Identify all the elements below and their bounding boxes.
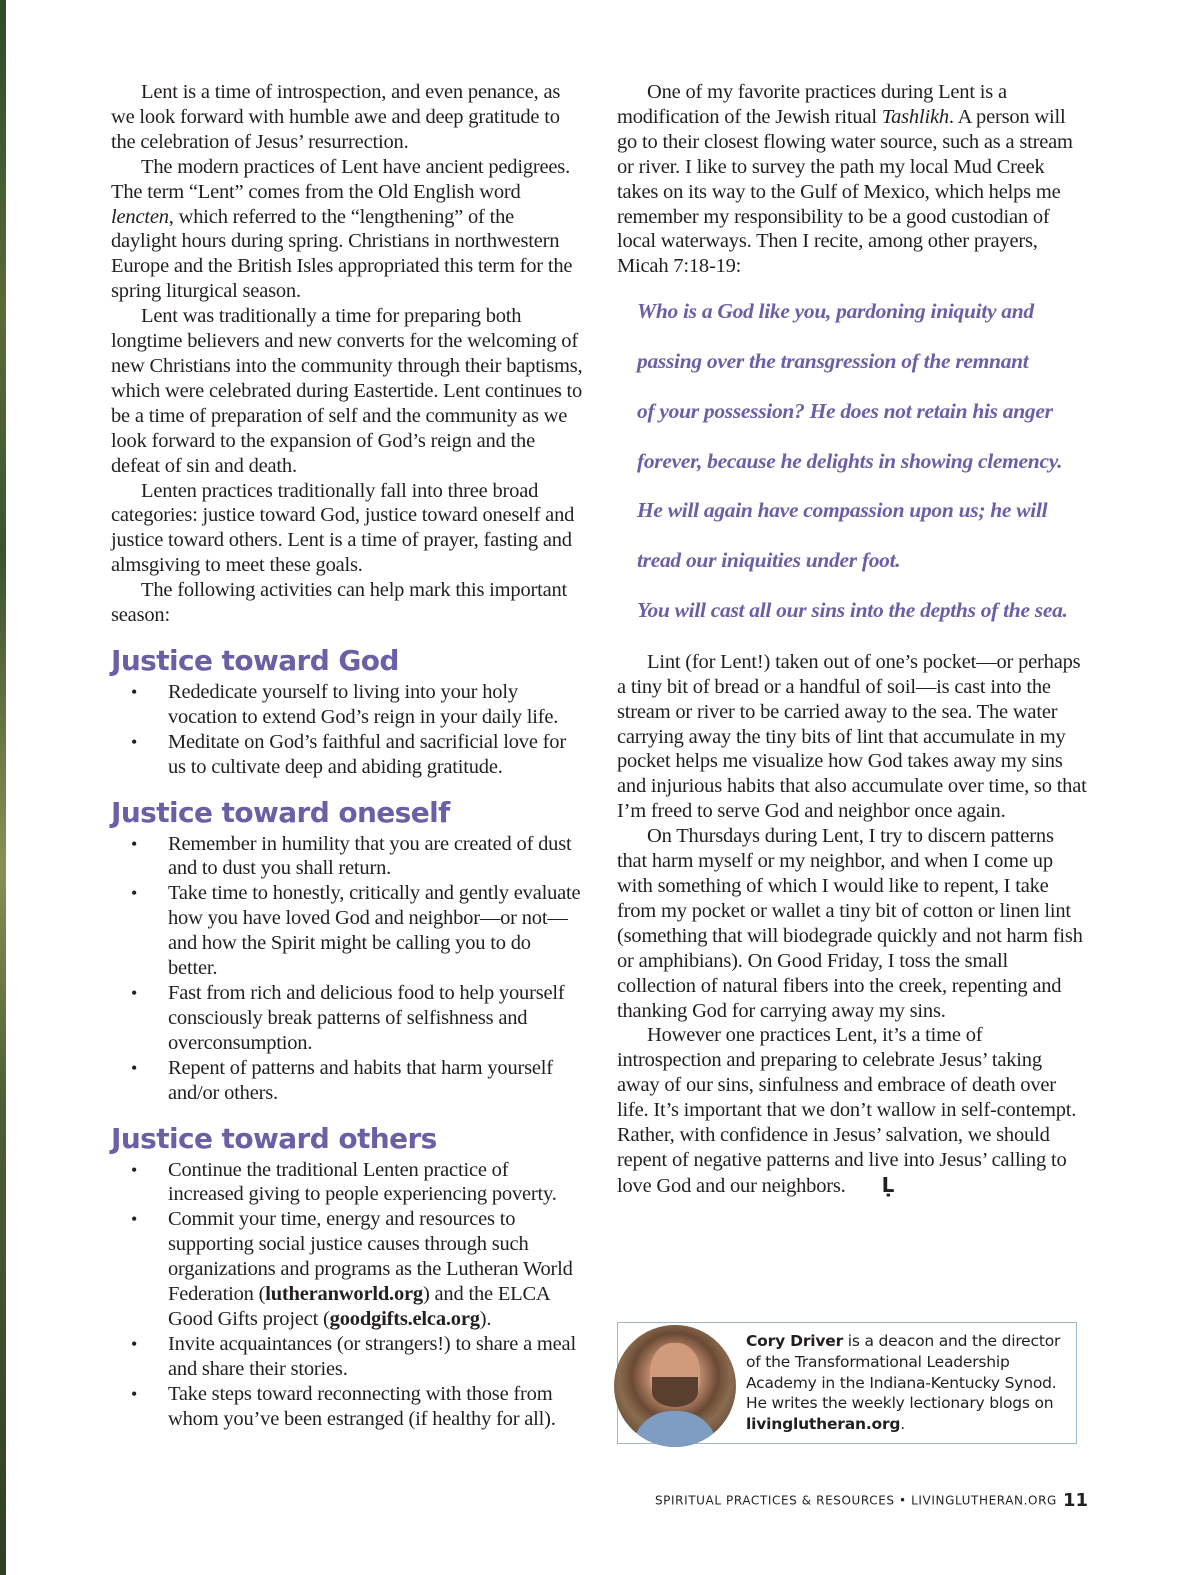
list-item: • Fast from rich and delicious food to help yourself consciously break patterns of selfishness and overconsumption.: [168, 981, 583, 1056]
lent-categories-paragraph: Lenten practices traditionally fall into three broad categories: justice toward God, justice toward oneself and justice toward others. Lent is a time of prayer, fasting and almsgiving to meet these goals.: [111, 479, 575, 577]
author-bio-text: Cory Driver is a deacon and the director of the Transformational Leadership Academy in the Indiana-Kentucky Synod. He writes the weekly lectionary blogs on livinglutheran.org.: [746, 1332, 1061, 1434]
verse-line: tread our iniquities under foot.: [637, 548, 901, 573]
list-item: • Remember in humility that you are created of dust and to dust you shall return.: [168, 832, 583, 882]
list-item: • Take steps toward reconnecting with those from whom you’ve been estranged (if healthy for all).: [168, 1382, 583, 1432]
verse-line: He will again have compassion upon us; he will: [637, 498, 1048, 523]
lent-tradition-paragraph: Lent was traditionally a time for preparing both longtime believers and new converts for the welcoming of new Christians into the community through their baptisms, which were celebrated during Eastertide. Lent continues to be a time of preparation of self and the community as we look forward to the expansion of God’s reign and the defeat of sin and death.: [111, 305, 583, 477]
verse-line: passing over the transgression of the remnant: [637, 349, 1029, 374]
lent-origin-paragraph: The modern practices of Lent have ancient pedigrees. The term “Lent” comes from the Old English word lencten, which referred to the “lengthening” of the daylight hours during spring. Christians in northwestern Europe and the British Isles appropriated this term for the spring liturgical season.: [111, 155, 573, 303]
list-item: • Continue the traditional Lenten practice of increased giving to people experiencing poverty.: [168, 1158, 583, 1208]
list-item: • Invite acquaintances (or strangers!) to share a meal and share their stories.: [168, 1332, 583, 1382]
tashlikh-paragraph: One of my favorite practices during Lent is a modification of the Jewish ritual Tashlikh. A person will go to their closest flowing water source, such as a stream or river. I like to survey the path my local Mud Creek takes on its way to the Gulf of Mexico, which helps me remember my responsibility to be a good custodian of local waterways. Then I recite, among other prayers, Micah 7:18-19:: [617, 81, 1073, 278]
verse-line: You will cast all our sins into the depths of the sea.: [637, 598, 1068, 623]
micah-verse-quote: [637, 287, 1087, 636]
page-number: 11: [1062, 1490, 1088, 1511]
lutheranworld-link[interactable]: lutheranworld.org: [265, 1283, 423, 1306]
left-column: [111, 80, 583, 1432]
author-avatar: [614, 1325, 736, 1447]
verse-line: of your possession? He does not retain his anger: [637, 398, 1053, 423]
section-heading-justice-oneself: Justice toward oneself: [111, 795, 450, 829]
author-bio-box: [617, 1322, 1077, 1444]
justice-oneself-list: [111, 832, 583, 1106]
list-item: • Rededicate yourself to living into your holy vocation to extend God’s reign in your daily life.: [168, 680, 583, 730]
lint-paragraph: Lint (for Lent!) taken out of one’s pocket—or perhaps a tiny bit of bread or a handful of soil—is cast into the stream or river to be carried away to the sea. The water carrying away the tiny bits of lint that accumulate in my pocket helps me visualize how God takes away my sins and injurious habits that also accumulate over time, so that I’m freed to serve God and neighbor once again.: [617, 650, 1087, 823]
tashlikh-word: Tashlikh: [881, 105, 949, 128]
author-name: Cory Driver: [746, 1332, 844, 1350]
verse-line: forever, because he delights in showing clemency.: [637, 448, 1063, 473]
justice-god-list: [111, 680, 583, 780]
list-item: • Take time to honestly, critically and gently evaluate how you have loved God and neighbor—or not—and how the Spirit might be calling you to do better.: [168, 881, 583, 981]
section-heading-justice-god: Justice toward God: [111, 643, 399, 677]
intro-paragraph: Lent is a time of introspection, and even penance, as we look forward with humble awe and deep gratitude to the celebration of Jesus’ resurrection.: [111, 81, 561, 153]
footer-section-label: SPIRITUAL PRACTICES & RESOURCES • LIVINGLUTHERAN.ORG: [654, 1493, 1057, 1508]
livinglutheran-link[interactable]: livinglutheran.org: [746, 1415, 901, 1434]
end-mark-icon: Ḷ: [881, 1172, 895, 1197]
section-heading-justice-others: Justice toward others: [111, 1121, 437, 1155]
right-column: [617, 80, 1087, 1199]
page-footer: [655, 1490, 1088, 1511]
verse-line: Who is a God like you, pardoning iniquity and: [637, 299, 1034, 324]
goodgifts-link[interactable]: goodgifts.elca.org: [329, 1307, 480, 1330]
photo-edge-strip: [0, 0, 6, 1575]
list-item: • Meditate on God’s faithful and sacrificial love for us to cultivate deep and abiding gratitude.: [168, 730, 583, 780]
thursdays-paragraph: On Thursdays during Lent, I try to discern patterns that harm myself or my neighbor, and when I come up with something of which I would like to repent, I take from my pocket or wallet a tiny bit of cotton or linen lint (something that will biodegrade quickly and not harm fish or amphibians). On Good Friday, I toss the small collection of natural fibers into the creek, repenting and thanking God for carrying away my sins.: [617, 825, 1083, 1022]
list-item: • Repent of patterns and habits that harm yourself and/or others.: [168, 1056, 583, 1106]
closing-paragraph: However one practices Lent, it’s a time of introspection and preparing to celebrate Jesus’ taking away of our sins, sinfulness and embrace of death over life. It’s important that we don’t wallow in self-contempt. Rather, with confidence in Jesus’ salvation, we should repent of negative patterns and live into Jesus’ calling to love God and our neighbors. Ḷ: [617, 1024, 1077, 1197]
list-item: • Commit your time, energy and resources to supporting social justice causes through such organizations and programs as the Lutheran World Federation (lutheranworld.org) and the ELCA Good Gifts project (goodgifts.elca.org).: [168, 1207, 583, 1332]
activities-intro-paragraph: The following activities can help mark this important season:: [111, 579, 568, 627]
lencten-word: lencten: [111, 205, 169, 228]
justice-others-list: [111, 1158, 583, 1432]
